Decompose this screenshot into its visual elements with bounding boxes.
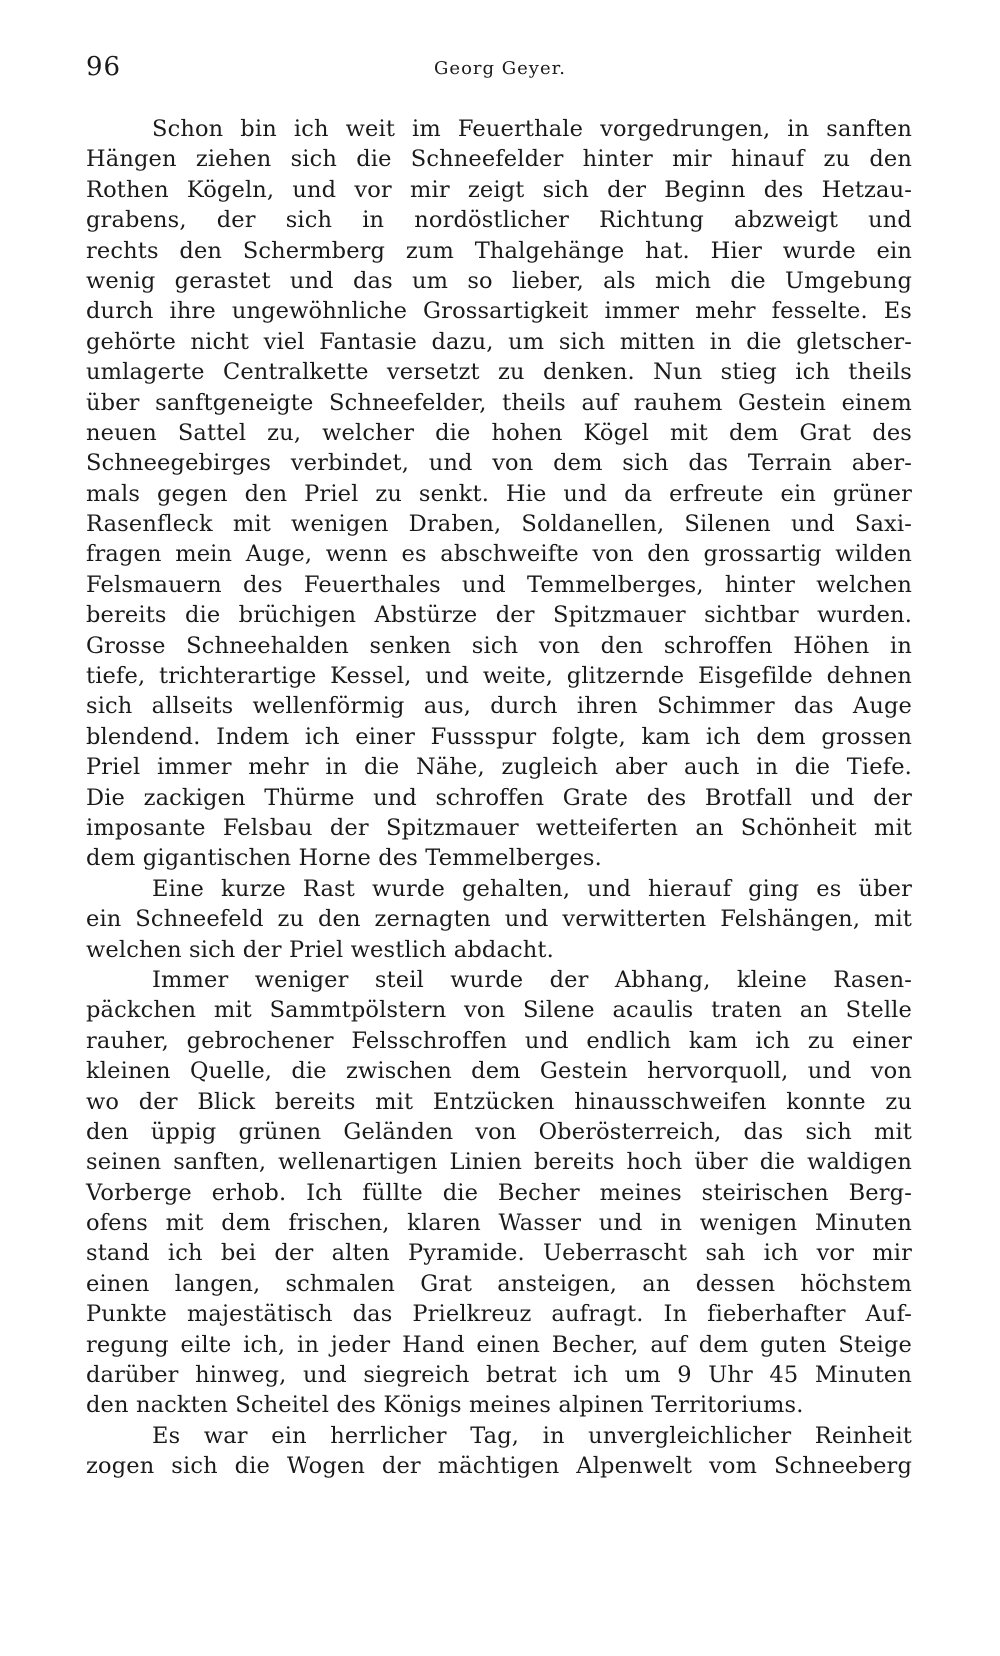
text-line: Felsmauern des Feuerthales und Temmelberges, hinter welchen [86, 571, 912, 598]
text-line: neuen Sattel zu, welcher die hohen Kögel mit dem Grat des [86, 419, 912, 446]
text-line: regung eilte ich, in jeder Hand einen Becher, auf dem guten Steige [86, 1331, 912, 1358]
text-line: seinen sanften, wellenartigen Linien bereits hoch über die waldigen [86, 1149, 912, 1176]
text-line: umlagerte Centralkette versetzt zu denken. Nun stieg ich theils [86, 359, 912, 386]
running-head [86, 52, 914, 88]
text-line: imposante Felsbau der Spitzmauer wetteiferten an Schönheit mit [86, 814, 912, 841]
text-line: Priel immer mehr in die Nähe, zugleich aber auch in die Tiefe. [86, 754, 912, 781]
body-text [86, 114, 912, 1482]
text-line: einen langen, schmalen Grat ansteigen, an dessen höchstem [86, 1270, 912, 1297]
text-line: welchen sich der Priel westlich abdacht. [86, 936, 554, 963]
text-line: Vorberge erhob. Ich füllte die Becher meines steirischen Berg- [86, 1179, 912, 1206]
text-line: stand ich bei der alten Pyramide. Ueberrascht sah ich vor mir [86, 1240, 912, 1267]
page-number: 96 [86, 52, 122, 82]
text-line: Hängen ziehen sich die Schneefelder hinter mir hinauf zu den [86, 146, 912, 173]
text-line: Rothen Kögeln, und vor mir zeigt sich der Beginn des Hetzau- [86, 176, 912, 203]
text-line: durch ihre ungewöhnliche Grossartigkeit immer mehr fesselte. Es [86, 298, 912, 325]
text-line: wo der Blick bereits mit Entzücken hinausschweifen konnte zu [86, 1088, 912, 1115]
text-line: den nackten Scheitel des Königs meines alpinen Territoriums. [86, 1392, 804, 1419]
text-line: gehörte nicht viel Fantasie dazu, um sich mitten in die gletscher- [86, 328, 912, 355]
text-line: mals gegen den Priel zu senkt. Hie und da erfreute ein grüner [86, 480, 912, 507]
text-line: Punkte majestätisch das Prielkreuz aufragt. In fieberhafter Auf- [86, 1301, 912, 1328]
text-line: den üppig grünen Geländen von Oberösterreich, das sich mit [86, 1118, 912, 1145]
text-line: zogen sich die Wogen der mächtigen Alpenwelt vom Schneeberg [86, 1453, 912, 1480]
running-title: Georg Geyer. [434, 58, 566, 79]
text-line: Immer weniger steil wurde der Abhang, kleine Rasen- [152, 966, 912, 993]
text-line: dem gigantischen Horne des Temmelberges. [86, 845, 602, 872]
text-line: ofens mit dem frischen, klaren Wasser und in wenigen Minuten [86, 1210, 912, 1237]
text-line: grabens, der sich in nordöstlicher Richtung abzweigt und [86, 207, 912, 234]
text-line: rauher, gebrochener Felsschroffen und endlich kam ich zu einer [86, 1027, 912, 1054]
text-line: tiefe, trichterartige Kessel, und weite, glitzernde Eisgefilde dehnen [86, 663, 912, 690]
text-line: ein Schneefeld zu den zernagten und verwitterten Felshängen, mit [86, 906, 912, 933]
text-line: Grosse Schneehalden senken sich von den schroffen Höhen in [86, 632, 912, 659]
text-line: Es war ein herrlicher Tag, in unvergleichlicher Reinheit [152, 1422, 912, 1449]
text-line: Schon bin ich weit im Feuerthale vorgedrungen, in sanften [152, 116, 912, 142]
text-line: blendend. Indem ich einer Fussspur folgte, kam ich dem grossen [86, 723, 912, 750]
text-line: Die zackigen Thürme und schroffen Grate des Brotfall und der [86, 784, 912, 811]
text-line: fragen mein Auge, wenn es abschweifte von den grossartig wilden [86, 541, 912, 568]
text-line: kleinen Quelle, die zwischen dem Gestein hervorquoll, und von [86, 1058, 912, 1085]
text-line: bereits die brüchigen Abstürze der Spitzmauer sichtbar wurden. [86, 602, 912, 629]
text-line: päckchen mit Sammtpölstern von Silene acaulis traten an Stelle [86, 997, 912, 1024]
text-line: Rasenfleck mit wenigen Draben, Soldanellen, Silenen und Saxi- [86, 511, 912, 538]
text-line: rechts den Schermberg zum Thalgehänge hat. Hier wurde ein [86, 237, 912, 264]
text-line: darüber hinweg, und siegreich betrat ich um 9 Uhr 45 Minuten [86, 1362, 912, 1389]
text-line: über sanftgeneigte Schneefelder, theils auf rauhem Gestein einem [86, 389, 912, 416]
text-line: sich allseits wellenförmig aus, durch ihren Schimmer das Auge [86, 693, 912, 720]
text-line: Schneegebirges verbindet, und von dem sich das Terrain aber- [86, 450, 912, 477]
text-line: wenig gerastet und das um so lieber, als mich die Umgebung [86, 267, 912, 294]
text-line: Eine kurze Rast wurde gehalten, und hierauf ging es über [152, 875, 912, 902]
